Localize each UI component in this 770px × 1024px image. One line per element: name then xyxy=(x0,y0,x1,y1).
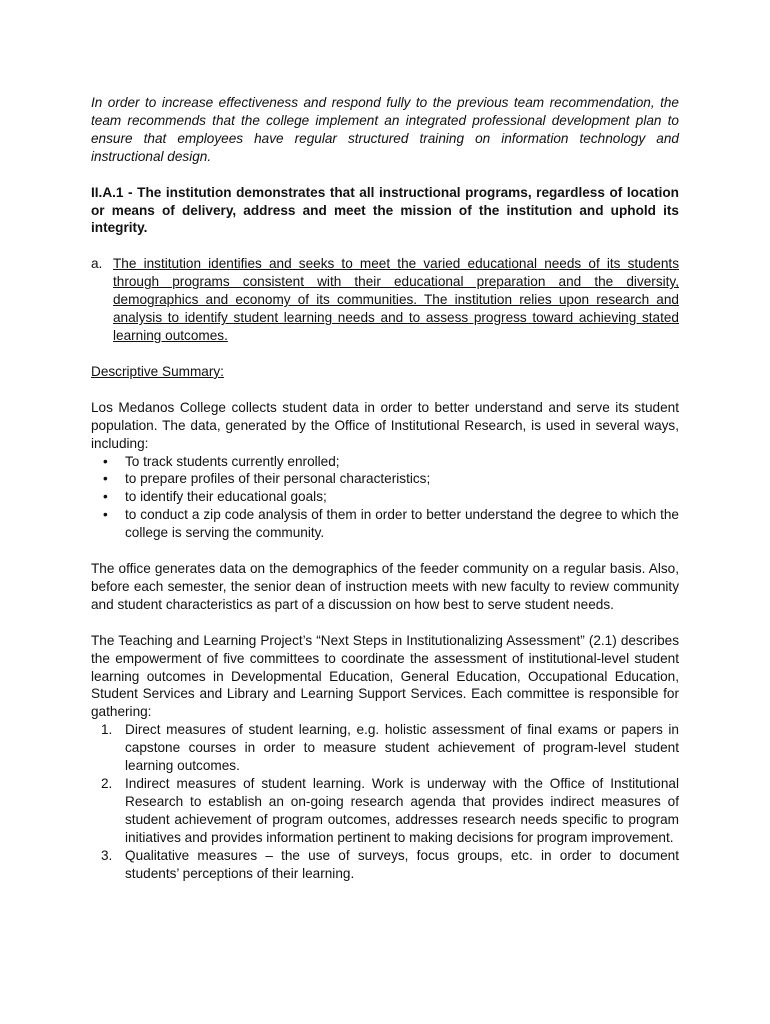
list-item xyxy=(91,506,679,542)
paragraph-teaching-learning: The Teaching and Learning Project’s “Next Steps in Institutionalizing Assessment” (2.1) describes the empowerment of five committees to coordinate the assessment of institutional-level student learning outcomes in Developmental Education, General Education, Occupational Education, Student Services and Library and Learning Support Services. Each committee is responsible for gathering: xyxy=(91,632,679,720)
document-body xyxy=(91,94,679,882)
list-item-text: to identify their educational goals; xyxy=(125,489,327,505)
list-item-text: to conduct a zip code analysis of them in order to better understand the degree to which the college is serving the community. xyxy=(125,507,679,541)
list-item-text: to prepare profiles of their personal characteristics; xyxy=(125,471,431,487)
bullet-icon: • xyxy=(103,507,108,523)
list-item xyxy=(91,453,679,471)
descriptive-summary-label: Descriptive Summary: xyxy=(91,363,224,379)
bullet-list xyxy=(91,453,679,543)
intro-recommendation: In order to increase effectiveness and respond fully to the previous team recommendation, the team recommends that the college implement an integrated professional development plan to ensure that employees have regular structured training on information technology and instructional design. xyxy=(91,95,679,164)
item-a xyxy=(91,255,679,345)
numbered-list xyxy=(91,721,679,882)
paragraph-demographics: The office generates data on the demographics of the feeder community on a regular basis. Also, before each semester, the senior dean of instruction meets with new faculty to review community and student characteristics as part of a discussion on how best to serve student needs. xyxy=(91,561,679,612)
bullet-icon: • xyxy=(103,453,108,469)
item-a-marker: a. xyxy=(91,256,103,272)
list-number: 2. xyxy=(101,776,113,791)
standard-heading: II.A.1 - The institution demonstrates that all instructional programs, regardless of location or means of delivery, address and meet the mission of the institution and uphold its integrity. xyxy=(91,184,679,236)
list-item-text: Indirect measures of student learning. Work is underway with the Office of Institutional Research to establish an on-going research agenda that provides indirect measures of student achievement of program outcomes, addresses research needs specific to program initiatives and provides information pertinent to making decisions for program improvement. xyxy=(125,776,679,845)
list-item xyxy=(91,721,679,775)
list-number: 3. xyxy=(101,847,113,863)
list-item xyxy=(91,775,679,847)
list-item-text: Direct measures of student learning, e.g. holistic assessment of final exams or papers in capstone courses in order to measure student achievement of program-level student learning outcomes. xyxy=(125,722,679,774)
list-item xyxy=(91,847,679,883)
item-a-text: The institution identifies and seeks to meet the varied educational needs of its students through programs consistent with their educational preparation and the diversity, demographics and economy of its communities. The institution relies upon research and analysis to identify student learning needs and to assess progress toward achieving stated learning outcomes. xyxy=(113,256,679,343)
list-item xyxy=(91,488,679,506)
paragraph-student-data: Los Medanos College collects student data in order to better understand and serve its student population. The data, generated by the Office of Institutional Research, is used in several ways, including: xyxy=(91,399,679,451)
bullet-icon: • xyxy=(103,471,108,487)
list-item-text: Qualitative measures – the use of surveys, focus groups, etc. in order to document students’ perceptions of their learning. xyxy=(125,847,679,881)
list-number: 1. xyxy=(101,722,113,738)
bullet-icon: • xyxy=(103,489,108,505)
list-item-text: To track students currently enrolled; xyxy=(125,453,340,469)
list-item xyxy=(91,470,679,488)
